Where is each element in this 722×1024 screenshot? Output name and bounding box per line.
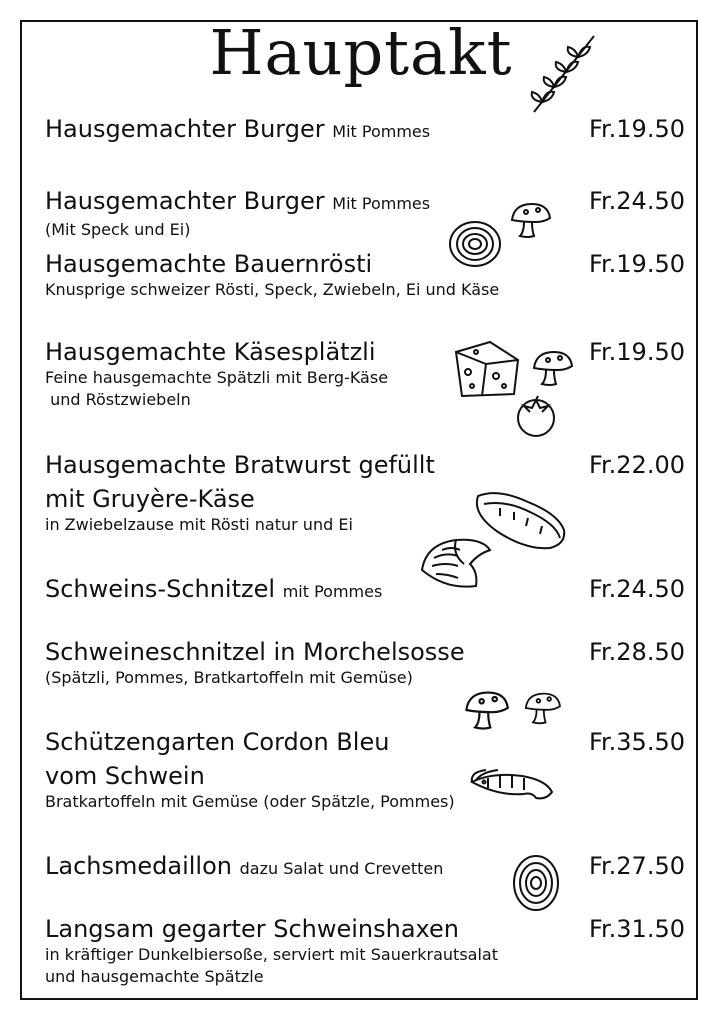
item-name-line2: mit Gruyère-Käse bbox=[45, 485, 255, 513]
item-description: Knusprige schweizer Rösti, Speck, Zwiebeln, Ei und Käse bbox=[45, 280, 500, 299]
item-description: (Mit Speck und Ei) bbox=[45, 220, 191, 239]
menu-item bbox=[45, 249, 685, 301]
menu-item bbox=[45, 337, 685, 411]
item-name: Schweins-Schnitzel bbox=[45, 575, 276, 603]
item-name: Schützengarten Cordon Bleu bbox=[45, 728, 390, 756]
item-description: in Zwiebelzause mit Rösti natur und Ei bbox=[45, 515, 353, 534]
menu-title: Hauptakt bbox=[209, 16, 513, 89]
onion-slice-icon bbox=[448, 220, 502, 268]
item-price: Fr.27.50 bbox=[588, 852, 685, 880]
mushroom-icon bbox=[522, 690, 562, 726]
item-name: Hausgemachte Bauernrösti bbox=[45, 250, 373, 278]
tomato-icon bbox=[514, 394, 558, 438]
menu-item bbox=[45, 574, 685, 607]
item-name: Hausgemachte Bratwurst gefüllt bbox=[45, 451, 435, 479]
mushroom-icon bbox=[530, 348, 574, 388]
item-price: Fr.19.50 bbox=[588, 250, 685, 278]
item-price: Fr.28.50 bbox=[588, 638, 685, 666]
item-price: Fr.19.50 bbox=[588, 115, 685, 143]
item-name: Langsam gegarter Schweinshaxen bbox=[45, 915, 459, 943]
item-description: und hausgemachte Spätzle bbox=[45, 967, 264, 986]
menu-item bbox=[45, 114, 685, 147]
item-note: mit Pommes bbox=[282, 582, 383, 601]
item-name: Schweineschnitzel in Morchelsosse bbox=[45, 638, 465, 666]
mushroom-icon bbox=[508, 200, 552, 240]
salmon-steak-icon bbox=[416, 530, 496, 590]
menu-item bbox=[45, 637, 685, 689]
herb-sprig-icon bbox=[528, 30, 600, 116]
item-description: Bratkartoffeln mit Gemüse (oder Spätzle, Pommes) bbox=[45, 792, 455, 811]
item-price: Fr.35.50 bbox=[588, 728, 685, 756]
item-price: Fr.24.50 bbox=[588, 575, 685, 603]
item-note: Mit Pommes bbox=[332, 122, 431, 141]
onion-slice-icon bbox=[512, 854, 560, 912]
menu-item bbox=[45, 727, 685, 813]
mushroom-icon bbox=[462, 688, 510, 732]
item-name: Hausgemachter Burger bbox=[45, 115, 325, 143]
shrimp-icon bbox=[468, 768, 558, 804]
item-name: Hausgemachte Käsesplätzli bbox=[45, 338, 376, 366]
item-price: Fr.31.50 bbox=[588, 915, 685, 943]
item-name: Lachsmedaillon bbox=[45, 852, 232, 880]
menu-item bbox=[45, 851, 685, 884]
item-name-line2: vom Schwein bbox=[45, 762, 205, 790]
cheese-icon bbox=[452, 338, 522, 400]
item-description: und Röstzwiebeln bbox=[45, 390, 191, 409]
menu-item bbox=[45, 914, 685, 988]
item-name: Hausgemachter Burger bbox=[45, 187, 325, 215]
item-price: Fr.24.50 bbox=[588, 187, 685, 215]
menu-item bbox=[45, 186, 685, 241]
item-description: Feine hausgemachte Spätzli mit Berg-Käse bbox=[45, 368, 389, 387]
item-price: Fr.19.50 bbox=[588, 338, 685, 366]
item-description: (Spätzli, Pommes, Bratkartoffeln mit Gemüse) bbox=[45, 668, 413, 687]
item-note: Mit Pommes bbox=[332, 194, 431, 213]
item-note: dazu Salat und Crevetten bbox=[239, 859, 444, 878]
item-description: in kräftiger Dunkelbiersoße, serviert mit Sauerkrautsalat bbox=[45, 945, 498, 964]
menu-item bbox=[45, 450, 685, 536]
item-price: Fr.22.00 bbox=[588, 451, 685, 479]
